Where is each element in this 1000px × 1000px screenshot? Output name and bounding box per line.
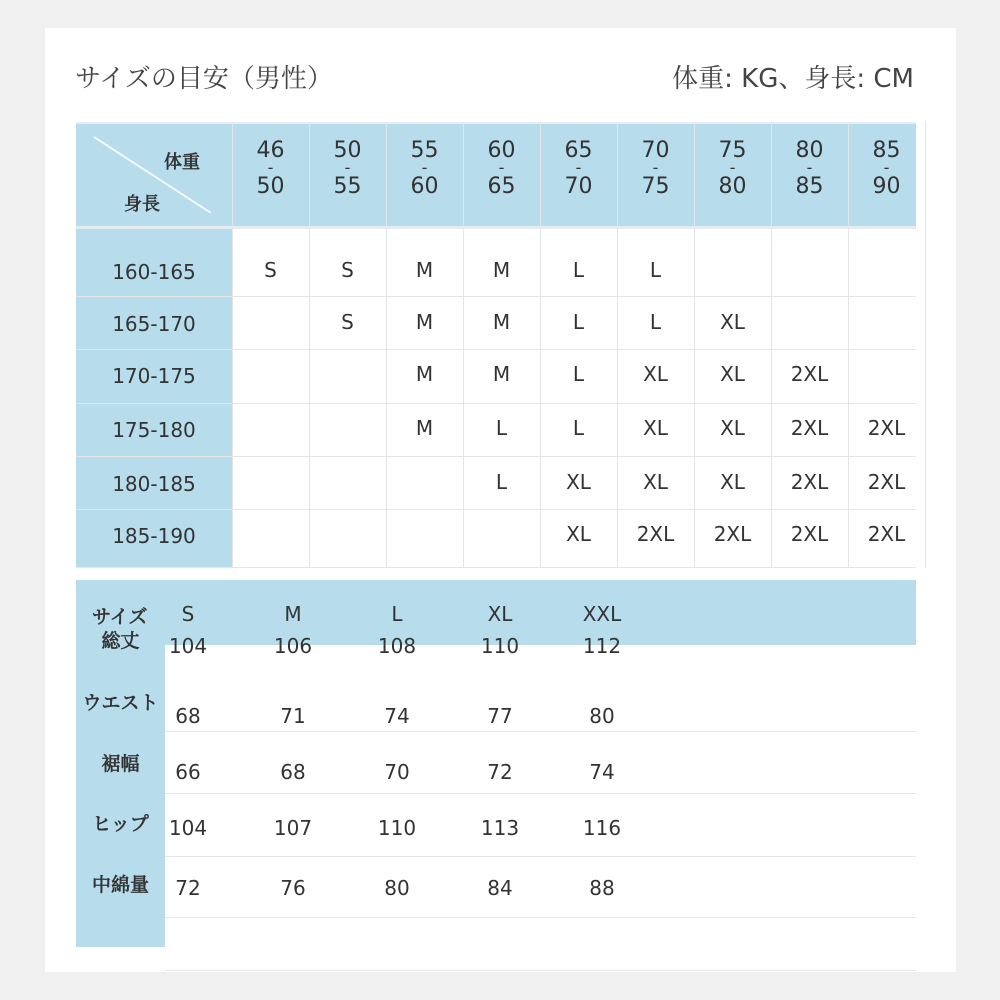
weight-range-bottom: 80 xyxy=(718,174,747,199)
weight-range-dash: - xyxy=(806,158,813,177)
height-range-label: 180-185 xyxy=(112,472,196,496)
corner-height-label: 身長 xyxy=(124,194,160,215)
size-cell: XL xyxy=(720,416,745,440)
size-cell: 2XL xyxy=(790,362,829,386)
measure-value-cell: 107 xyxy=(273,816,313,840)
measure-header-label: サイズ xyxy=(92,606,148,628)
measure-value-cell: 88 xyxy=(589,876,615,900)
size-cell: XL xyxy=(643,362,668,386)
weight-range-dash: - xyxy=(883,158,890,177)
weight-range-header xyxy=(617,140,694,198)
corner-weight-label: 体重 xyxy=(164,152,200,173)
measure-value-cell: 80 xyxy=(589,704,615,728)
height-range-label: 175-180 xyxy=(112,418,196,442)
weight-range-header xyxy=(771,140,848,198)
weight-range-bottom: 85 xyxy=(795,174,824,199)
measure-value-cell: 74 xyxy=(589,760,615,784)
weight-range-top: 85 xyxy=(872,138,901,163)
height-range-label: 160-165 xyxy=(112,260,196,284)
measure-value-cell: 84 xyxy=(487,876,513,900)
measure-value-cell: 110 xyxy=(377,816,417,840)
weight-range-bottom: 65 xyxy=(487,174,516,199)
weight-range-bottom: 60 xyxy=(410,174,439,199)
size-cell: S xyxy=(341,258,354,282)
size-cell: XL xyxy=(720,470,745,494)
size-cell: S xyxy=(264,258,277,282)
measure-row-divider xyxy=(165,731,916,732)
size-guide-card xyxy=(45,28,956,972)
size-cell: M xyxy=(415,362,434,386)
measure-row-label: 中綿量 xyxy=(91,874,149,896)
weight-range-header xyxy=(386,140,463,198)
matrix-header-line xyxy=(76,226,916,229)
size-measurements-table xyxy=(76,580,916,948)
measure-value-cell: 66 xyxy=(175,760,201,784)
measure-value-cell: 76 xyxy=(280,876,306,900)
size-cell: XL xyxy=(643,470,668,494)
size-cell: 2XL xyxy=(790,416,829,440)
measure-row-label: ウエスト xyxy=(82,692,159,714)
size-cell: L xyxy=(572,258,585,282)
measure-row-divider xyxy=(165,970,916,971)
size-cell: XL xyxy=(720,310,745,334)
size-cell: L xyxy=(572,362,585,386)
weight-range-header xyxy=(463,140,540,198)
weight-range-dash: - xyxy=(652,158,659,177)
matrix-row-divider xyxy=(76,349,916,350)
weight-range-dash: - xyxy=(498,158,505,177)
weight-range-top: 55 xyxy=(410,138,439,163)
size-cell: L xyxy=(649,258,662,282)
size-matrix-table xyxy=(76,122,916,568)
weight-range-top: 75 xyxy=(718,138,747,163)
measure-value-cell: 108 xyxy=(377,634,417,658)
weight-range-dash: - xyxy=(729,158,736,177)
size-cell: S xyxy=(341,310,354,334)
weight-range-bottom: 75 xyxy=(641,174,670,199)
weight-range-dash: - xyxy=(575,158,582,177)
weight-range-header xyxy=(540,140,617,198)
size-cell: 2XL xyxy=(867,416,906,440)
size-cell: M xyxy=(492,258,511,282)
size-cell: 2XL xyxy=(790,522,829,546)
weight-range-bottom: 55 xyxy=(333,174,362,199)
weight-range-header xyxy=(232,140,309,198)
measure-value-cell: 74 xyxy=(384,704,410,728)
matrix-row-divider xyxy=(76,509,916,510)
matrix-row-divider xyxy=(76,296,916,297)
measure-row-label: ヒップ xyxy=(92,813,149,835)
weight-range-bottom: 70 xyxy=(564,174,593,199)
weight-range-top: 46 xyxy=(256,138,285,163)
size-cell: M xyxy=(415,258,434,282)
weight-range-top: 60 xyxy=(487,138,516,163)
page-title: サイズの目安（男性） xyxy=(75,64,333,94)
units-note: 体重: KG、身長: CM xyxy=(672,64,914,94)
measure-value-cell: 68 xyxy=(175,704,201,728)
weight-range-bottom: 90 xyxy=(872,174,901,199)
measure-value-cell: 104 xyxy=(168,634,208,658)
size-column-header: XL xyxy=(487,602,513,626)
size-cell: M xyxy=(492,362,511,386)
size-cell: 2XL xyxy=(636,522,675,546)
measure-value-cell: 72 xyxy=(487,760,513,784)
weight-range-header xyxy=(694,140,771,198)
height-range-label: 165-170 xyxy=(112,312,196,336)
matrix-row-divider xyxy=(76,567,916,568)
weight-range-dash: - xyxy=(344,158,351,177)
measure-value-cell: 71 xyxy=(280,704,306,728)
size-column-header: M xyxy=(284,602,302,626)
size-cell: M xyxy=(415,310,434,334)
weight-range-header xyxy=(309,140,386,198)
weight-range-bottom: 50 xyxy=(256,174,285,199)
matrix-top-line xyxy=(76,122,916,124)
height-range-label: 170-175 xyxy=(112,364,196,388)
size-cell: 2XL xyxy=(867,522,906,546)
size-column-header: S xyxy=(181,602,195,626)
weight-range-top: 70 xyxy=(641,138,670,163)
measure-value-cell: 116 xyxy=(582,816,622,840)
measure-row-divider xyxy=(165,856,916,857)
size-cell: M xyxy=(415,416,434,440)
size-cell: 2XL xyxy=(790,470,829,494)
weight-range-top: 50 xyxy=(333,138,362,163)
measure-row-label: 裾幅 xyxy=(101,753,140,775)
weight-range-header xyxy=(848,140,925,198)
weight-range-dash: - xyxy=(267,158,274,177)
weight-range-top: 80 xyxy=(795,138,824,163)
weight-range-dash: - xyxy=(421,158,428,177)
size-cell: 2XL xyxy=(713,522,752,546)
measure-value-cell: 113 xyxy=(480,816,520,840)
weight-range-top: 65 xyxy=(564,138,593,163)
size-cell: L xyxy=(649,310,662,334)
size-cell: 2XL xyxy=(867,470,906,494)
size-cell: L xyxy=(495,470,508,494)
measure-value-cell: 110 xyxy=(480,634,520,658)
height-range-label: 185-190 xyxy=(112,524,196,548)
measure-value-cell: 112 xyxy=(582,634,622,658)
matrix-row-divider xyxy=(76,403,916,404)
size-column-header: L xyxy=(391,602,403,626)
measure-value-cell: 106 xyxy=(273,634,313,658)
measure-value-cell: 77 xyxy=(487,704,513,728)
measure-value-cell: 68 xyxy=(280,760,306,784)
measure-row-divider xyxy=(165,793,916,794)
size-cell: XL xyxy=(720,362,745,386)
measure-row-divider xyxy=(165,917,916,918)
size-cell: XL xyxy=(566,522,591,546)
size-column-header: XXL xyxy=(582,602,622,626)
measure-row-label: 総丈 xyxy=(101,630,140,652)
size-cell: L xyxy=(572,310,585,334)
matrix-col-divider xyxy=(925,122,926,568)
size-cell: M xyxy=(492,310,511,334)
matrix-row-divider xyxy=(76,456,916,457)
size-cell: XL xyxy=(643,416,668,440)
measure-value-cell: 70 xyxy=(384,760,410,784)
measure-value-cell: 80 xyxy=(384,876,410,900)
size-cell: XL xyxy=(566,470,591,494)
measure-value-cell: 104 xyxy=(168,816,208,840)
measure-value-cell: 72 xyxy=(175,876,201,900)
size-cell: L xyxy=(572,416,585,440)
size-cell: L xyxy=(495,416,508,440)
